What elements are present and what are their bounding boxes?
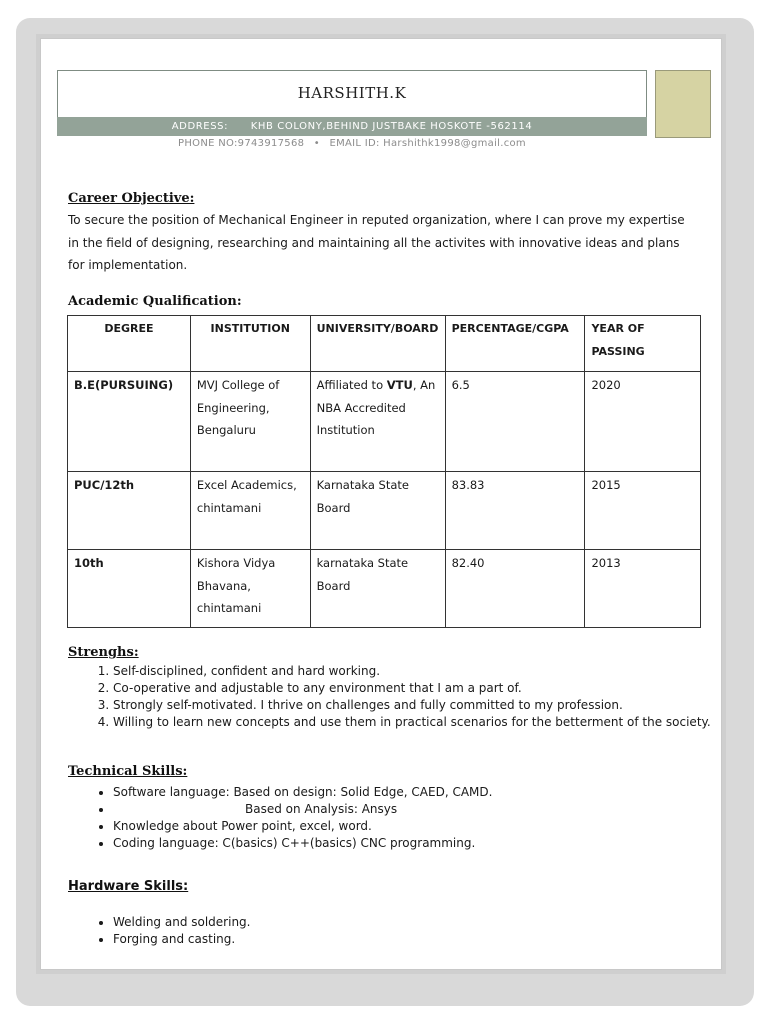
cell-board <box>310 372 445 472</box>
phone-number: PHONE NO:9743917568 <box>178 138 305 149</box>
contact-line <box>57 138 647 149</box>
list-item: • Coding language: C(basics) C++(basics) CNC programming. <box>113 835 753 852</box>
cell-degree: B.E(PURSUING) <box>68 372 191 472</box>
cell-degree: PUC/12th <box>68 472 191 550</box>
cell-year: 2020 <box>585 372 701 472</box>
list-item: • Welding and soldering. <box>113 914 753 931</box>
strengths-title: Strenghs: <box>68 645 139 660</box>
list-item: • Forging and casting. <box>113 931 753 948</box>
technical-skills-list <box>68 784 753 852</box>
table-header-row <box>68 316 701 372</box>
cell-score: 82.40 <box>445 550 585 628</box>
cell-degree: 10th <box>68 550 191 628</box>
header-percentage: PERCENTAGE/CGPA <box>445 316 585 372</box>
board-text: Affiliated to <box>316 378 387 392</box>
table-row <box>68 550 701 628</box>
career-objective-title: Career Objective: <box>68 191 195 206</box>
address-value: KHB COLONY,BEHIND JUSTBAKE HOSKOTE -562114 <box>250 121 533 132</box>
list-item: 2. Co-operative and adjustable to any environment that I am a part of. <box>113 680 753 697</box>
cell-institution: Excel Academics, chintamani <box>190 472 310 550</box>
board-text: Karnataka State Board <box>316 478 409 515</box>
cell-score: 83.83 <box>445 472 585 550</box>
cell-score: 6.5 <box>445 372 585 472</box>
address-label: ADDRESS: <box>171 121 229 132</box>
cell-year: 2013 <box>585 550 701 628</box>
hardware-skills-list <box>68 914 753 948</box>
header-year: YEAR OF PASSING <box>585 316 701 372</box>
cell-institution: MVJ College of Engineering, Bengaluru <box>190 372 310 472</box>
academic-title: Academic Qualification: <box>68 294 242 309</box>
photo-placeholder <box>655 70 711 138</box>
technical-skills-title: Technical Skills: <box>68 764 188 779</box>
list-item: • Based on Analysis: Ansys <box>113 801 753 818</box>
cell-institution: Kishora Vidya Bhavana, chintamani <box>190 550 310 628</box>
header-institution: INSTITUTION <box>190 316 310 372</box>
address-bar <box>57 117 647 136</box>
academic-table <box>67 315 701 628</box>
cell-board <box>310 550 445 628</box>
board-text: karnataka State Board <box>316 556 409 593</box>
list-item: 4. Willing to learn new concepts and use them in practical scenarios for the betterment of the society. <box>113 714 753 731</box>
header-degree: DEGREE <box>68 316 191 372</box>
header-board: UNIVERSITY/BOARD <box>310 316 445 372</box>
name-header <box>57 70 647 118</box>
cell-board <box>310 472 445 550</box>
list-item: • Software language: Based on design: Solid Edge, CAED, CAMD. <box>113 784 753 801</box>
strengths-list <box>68 663 753 731</box>
career-objective-text: To secure the position of Mechanical Engineer in reputed organization, where I can prove my expertise in the field of designing, researching and maintaining all the activites with innovative ideas and plans for implementation. <box>68 213 685 272</box>
board-bold-text: VTU <box>386 378 413 392</box>
list-item: • Knowledge about Power point, excel, word. <box>113 818 753 835</box>
list-item: 3. Strongly self-motivated. I thrive on challenges and fully committed to my profession. <box>113 697 753 714</box>
hardware-skills-title: Hardware Skills: <box>68 879 189 894</box>
candidate-name: HARSHITH.K <box>297 84 407 102</box>
email-address: EMAIL ID: Harshithk1998@gmail.com <box>329 138 526 149</box>
table-row <box>68 472 701 550</box>
table-row <box>68 372 701 472</box>
list-item: 1. Self-disciplined, confident and hard working. <box>113 663 753 680</box>
cell-year: 2015 <box>585 472 701 550</box>
board-text-tail: , An NBA Accredited Institution <box>316 378 436 437</box>
separator-dot: • <box>313 138 320 149</box>
